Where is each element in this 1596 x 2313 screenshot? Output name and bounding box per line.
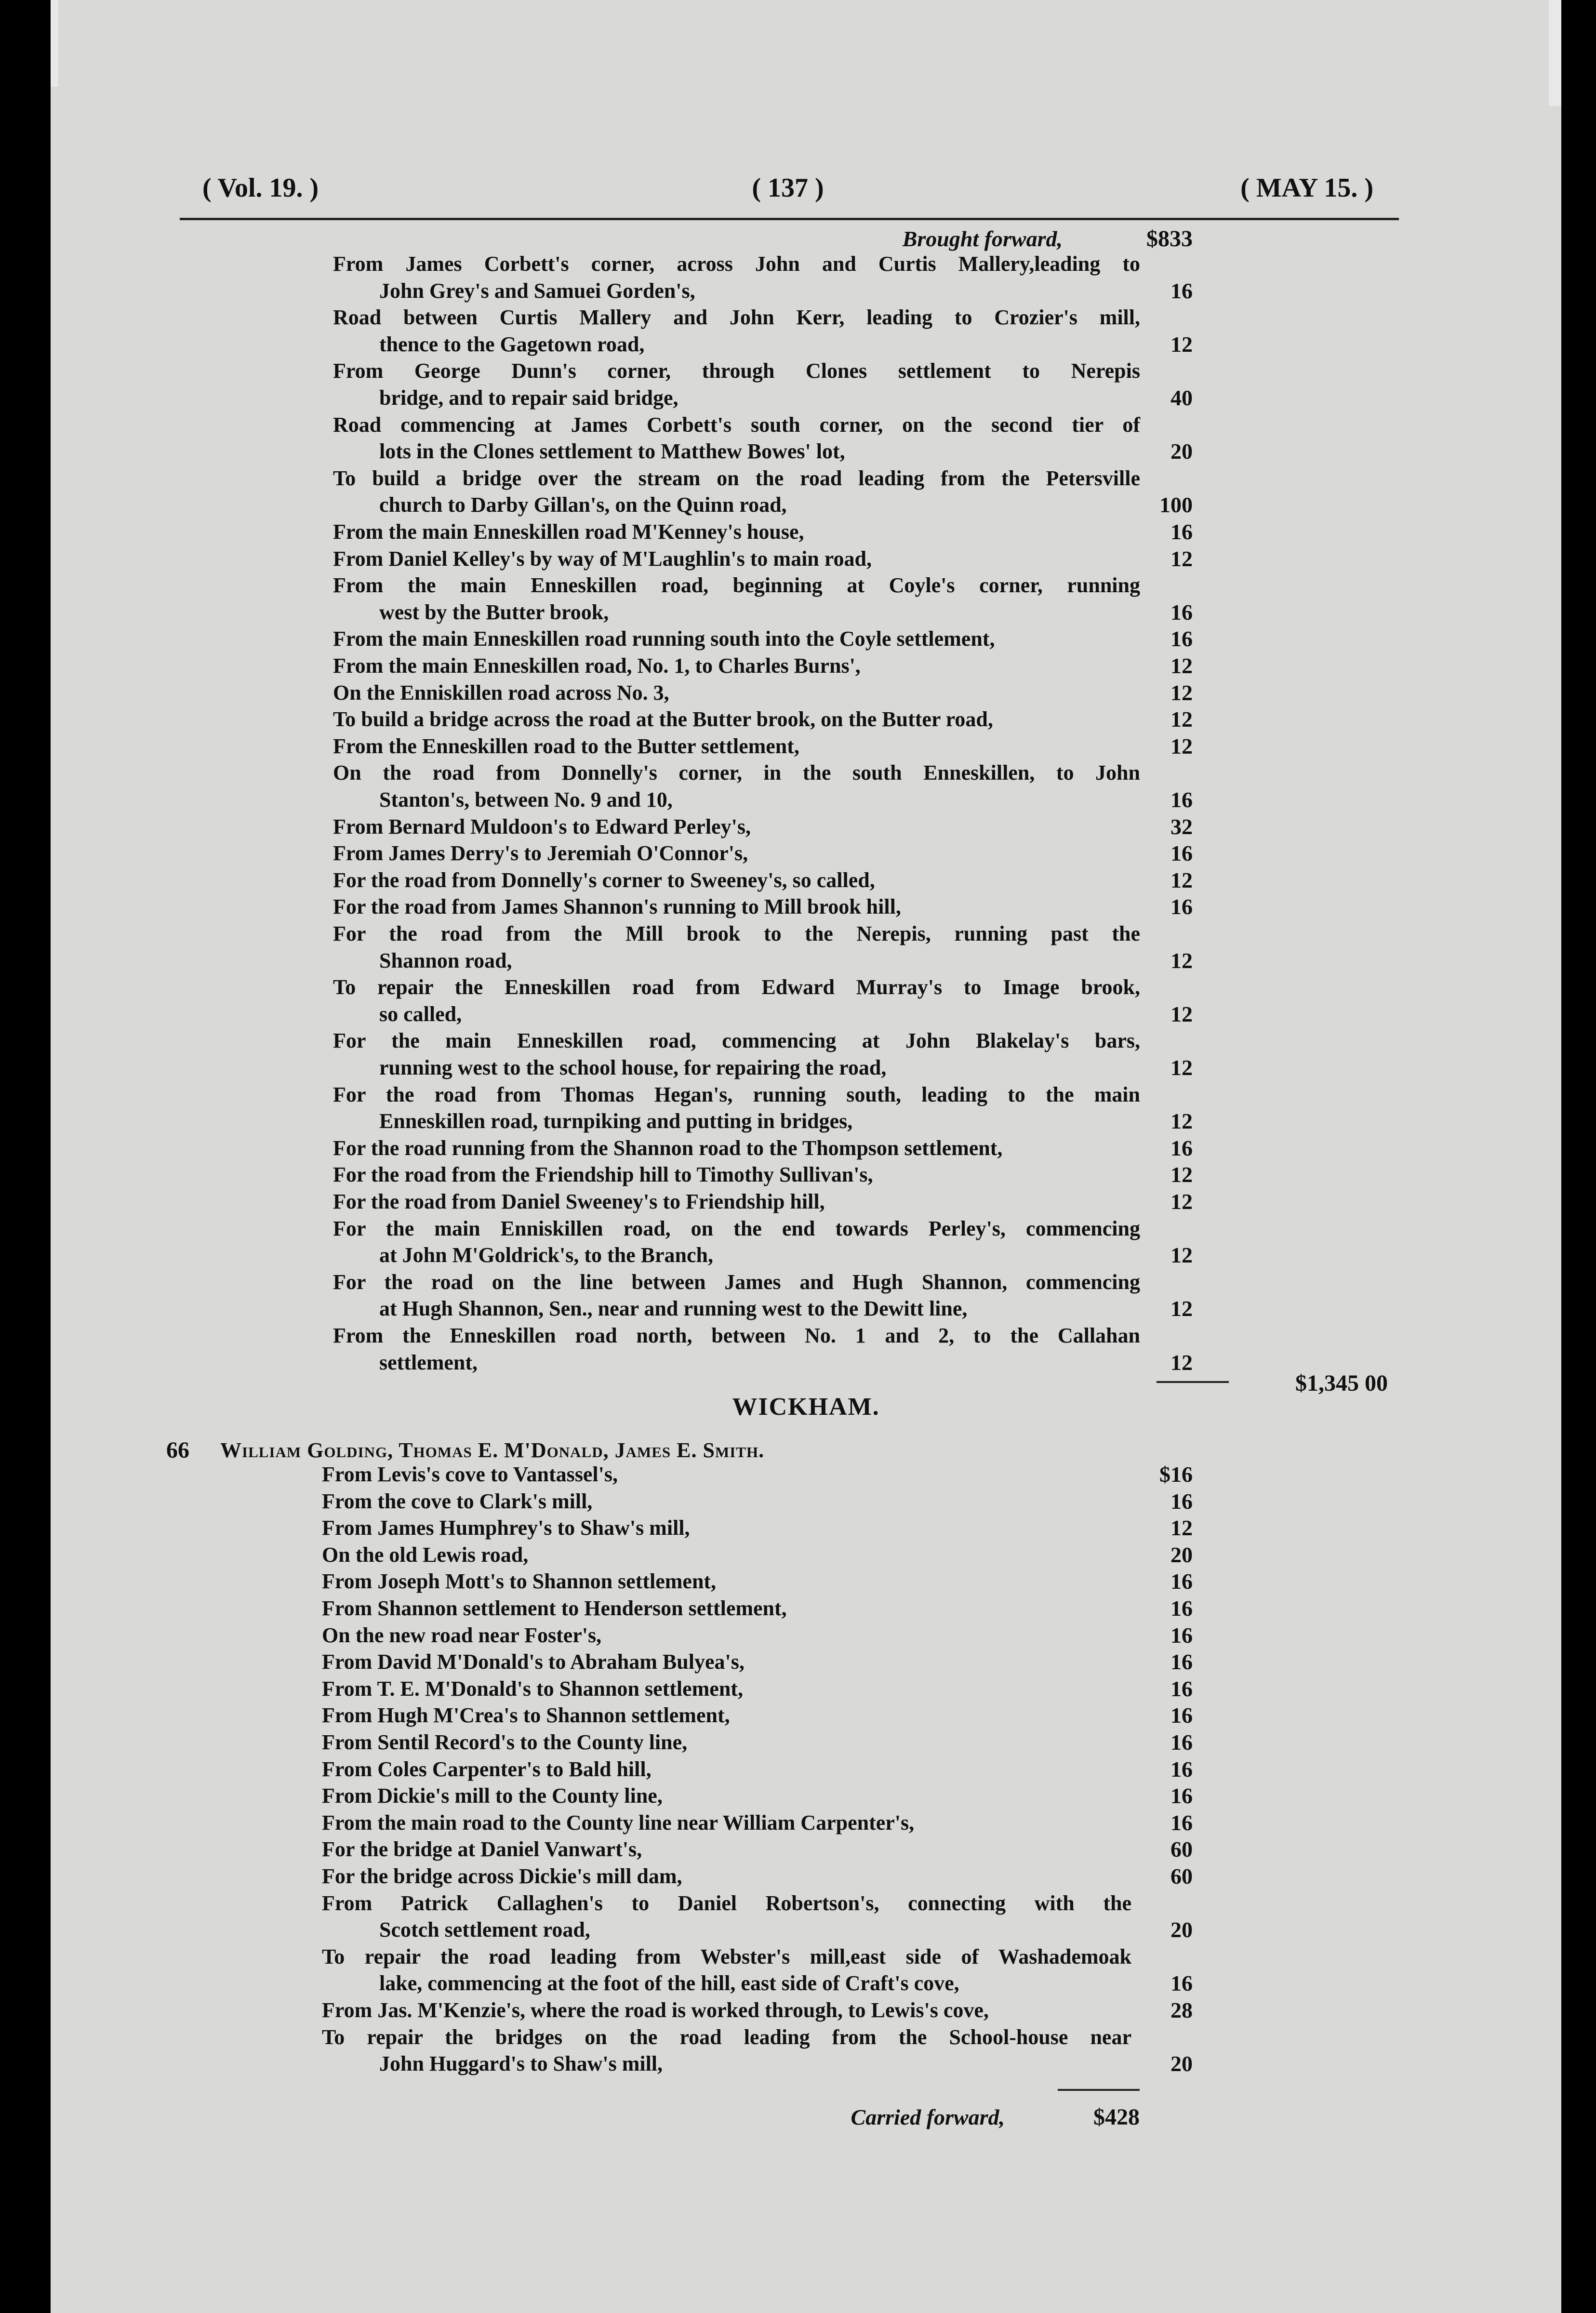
item-amount: 100 (1159, 492, 1193, 518)
item-amount: 32 (1170, 814, 1193, 839)
item-text: From Joseph Mott's to Shannon settlement, (322, 1569, 717, 1594)
item-text: For the road from the Mill brook to the Nerepis, running past the (333, 922, 1140, 945)
item-text: thence to the Gagetown road, (379, 332, 645, 356)
item-amount (1111, 1082, 1193, 1107)
item-text: John Grey's and Samuei Gorden's, (379, 279, 695, 303)
item-amount: 16 (1170, 278, 1193, 303)
item-text: From Hugh M'Crea's to Shannon settlement, (322, 1703, 730, 1728)
item-amount (1111, 1270, 1193, 1294)
running-head (202, 173, 1373, 211)
item-amount: 12 (1170, 867, 1193, 892)
brought-forward-amount: $833 (1146, 226, 1193, 252)
item-text: From James Humphrey's to Shaw's mill, (322, 1516, 690, 1540)
item-text: John Huggard's to Shaw's mill, (379, 2052, 663, 2076)
item-text: Scotch settlement road, (379, 1918, 590, 1942)
item-amount: 16 (1170, 787, 1193, 812)
item-text: bridge, and to repair said bridge, (379, 386, 678, 410)
item-text: From Bernard Muldoon's to Edward Perley's, (333, 814, 751, 838)
item-text: From David M'Donald's to Abraham Bulyea's, (322, 1650, 745, 1674)
volume-label: ( Vol. 19. ) (202, 173, 319, 203)
item-text: From the Enneskillen road north, between No. 1 and 2, to the Callahan (333, 1324, 1140, 1347)
item-amount: 16 (1170, 1489, 1193, 1514)
item-text: From the main road to the County line near William Carpenter's, (322, 1810, 915, 1834)
item-text: For the bridge across Dickie's mill dam, (322, 1864, 682, 1888)
item-amount: 16 (1170, 599, 1193, 625)
item-amount: 16 (1170, 1622, 1193, 1648)
item-amount: 12 (1170, 1350, 1193, 1375)
item-amount (1111, 412, 1193, 437)
item-amount: 12 (1170, 1296, 1193, 1321)
item-text: On the road from Donnelly's corner, in the south Enneskillen, to John (333, 761, 1140, 785)
item-amount: 16 (1170, 1756, 1193, 1781)
item-text: For the road from Daniel Sweeney's to Friendship hill, (333, 1190, 825, 1213)
commissioner-names: William Golding, Thomas E. M'Donald, James E. Smith. (220, 1438, 765, 1462)
item-text: For the bridge at Daniel Vanwart's, (322, 1837, 642, 1861)
item-text: Enneskillen road, turnpiking and putting in bridges, (379, 1109, 853, 1133)
item-amount: 12 (1170, 1515, 1193, 1541)
item-text: For the road running from the Shannon road to the Thompson settlement, (333, 1136, 1003, 1160)
page-edge-left (51, 0, 58, 87)
item-amount: 16 (1170, 626, 1193, 651)
page-number: ( 137 ) (752, 173, 824, 203)
item-text: For the road from the Friendship hill to Timothy Sullivan's, (333, 1163, 873, 1187)
item-text: Stanton's, between No. 9 and 10, (379, 788, 673, 811)
item-text: To build a bridge across the road at the Butter brook, on the Butter road, (333, 707, 993, 731)
item-text: church to Darby Gillan's, on the Quinn road, (379, 493, 787, 517)
carried-rule (1058, 2089, 1140, 2091)
item-amount: 16 (1170, 519, 1193, 544)
section-title: WICKHAM. (732, 1393, 880, 1421)
item-text: running west to the school house, for repairing the road, (379, 1056, 887, 1079)
item-text: From Levis's cove to Vantassel's, (322, 1462, 618, 1486)
item-amount: 16 (1170, 1730, 1193, 1755)
item-text: To build a bridge over the stream on the road leading from the Petersville (333, 466, 1140, 490)
item-text: From the main Enneskillen road running south into the Coyle settlement, (333, 627, 995, 651)
item-text: For the main Enniskillen road, on the end towards Perley's, commencing (333, 1216, 1140, 1240)
item-amount (1111, 975, 1193, 999)
item-amount: 16 (1170, 1596, 1193, 1621)
item-text: at John M'Goldrick's, to the Branch, (379, 1243, 714, 1267)
item-amount: $16 (1159, 1462, 1193, 1487)
item-text: lake, commencing at the foot of the hill, east side of Craft's cove, (379, 1971, 959, 1995)
item-amount: 12 (1170, 733, 1193, 758)
item-text: To repair the Enneskillen road from Edward Murray's to Image brook, (333, 975, 1140, 999)
item-text: On the old Lewis road, (322, 1542, 529, 1567)
item-amount (1111, 1028, 1193, 1053)
item-amount: 40 (1170, 386, 1193, 410)
page-edge-right (1549, 0, 1561, 106)
item-text: settlement, (379, 1350, 478, 1374)
item-amount (1111, 1323, 1193, 1348)
carried-forward-amount: $428 (1093, 2104, 1140, 2130)
item-amount: 12 (1170, 1189, 1193, 1214)
item-text: For the road on the line between James and Hugh Shannon, commencing (333, 1270, 1140, 1294)
item-amount: 16 (1170, 1703, 1193, 1728)
item-text: From the cove to Clark's mill, (322, 1489, 593, 1513)
item-text: From Coles Carpenter's to Bald hill, (322, 1757, 652, 1781)
item-text: From Daniel Kelley's by way of M'Laughlin's to main road, (333, 546, 872, 571)
item-text: Shannon road, (379, 948, 512, 972)
item-amount: 12 (1170, 948, 1193, 973)
item-amount: 12 (1170, 1243, 1193, 1268)
item-amount: 16 (1170, 1649, 1193, 1675)
item-text: From Shannon settlement to Henderson settlement, (322, 1596, 787, 1620)
item-amount: 60 (1170, 1837, 1193, 1862)
item-amount: 16 (1170, 1783, 1193, 1808)
carried-forward-label: Carried forward, (851, 2105, 1005, 2129)
item-amount: 16 (1170, 1569, 1193, 1594)
document-page (51, 0, 1561, 2313)
total-dash (1157, 1381, 1229, 1383)
item-text: at Hugh Shannon, Sen., near and running west to the Dewitt line, (379, 1297, 968, 1321)
item-text: To repair the road leading from Webster's mill,east side of Washademoak (322, 1944, 1131, 1968)
item-text: From James Corbett's corner, across John and Curtis Mallery,leading to (333, 252, 1140, 276)
item-amount: 12 (1170, 707, 1193, 732)
item-amount: 20 (1170, 1542, 1193, 1567)
item-amount: 16 (1170, 1971, 1193, 1996)
item-amount (1111, 573, 1193, 598)
item-amount: 28 (1170, 1998, 1193, 2022)
parish-total: $1,345 00 (1295, 1370, 1388, 1396)
item-text: west by the Butter brook, (379, 600, 609, 624)
item-amount (1111, 1216, 1193, 1241)
item-text: From Sentil Record's to the County line, (322, 1730, 688, 1754)
brought-forward-label: Brought forward, (902, 226, 1063, 251)
item-amount: 60 (1170, 1864, 1193, 1888)
item-text: From the main Enneskillen road, No. 1, to Charles Burns', (333, 654, 861, 678)
item-text: From George Dunn's corner, through Clones settlement to Nerepis (333, 359, 1140, 383)
item-amount (1111, 305, 1193, 330)
item-text: so called, (379, 1002, 462, 1026)
item-text: From the main Enneskillen road, beginning at Coyle's corner, running (333, 573, 1140, 598)
item-text: For the main Enneskillen road, commencing at John Blakelay's bars, (333, 1029, 1140, 1053)
item-amount: 12 (1170, 1055, 1193, 1080)
commissioner-number: 66 (166, 1437, 189, 1463)
item-amount: 16 (1170, 1676, 1193, 1701)
item-text: From the Enneskillen road to the Butter settlement, (333, 734, 799, 758)
item-text: On the Enniskillen road across No. 3, (333, 680, 669, 705)
item-amount: 12 (1170, 546, 1193, 571)
item-amount: 16 (1170, 894, 1193, 919)
item-text: For the road from Thomas Hegan's, running south, leading to the main (333, 1082, 1140, 1106)
item-amount (1111, 466, 1193, 491)
item-text: lots in the Clones settlement to Matthew Bowes' lot, (379, 439, 845, 464)
item-text: From James Derry's to Jeremiah O'Connor's, (333, 841, 748, 865)
item-amount: 12 (1170, 1001, 1193, 1026)
item-amount: 16 (1170, 1810, 1193, 1835)
item-amount: 16 (1170, 1135, 1193, 1160)
item-amount: 12 (1170, 1162, 1193, 1187)
header-rule (180, 218, 1399, 220)
item-text: Road between Curtis Mallery and John Kerr, leading to Crozier's mill, (333, 306, 1140, 330)
item-amount: 12 (1170, 653, 1193, 678)
item-text: On the new road near Foster's, (322, 1623, 602, 1647)
date-label: ( MAY 15. ) (1240, 173, 1373, 203)
item-amount (1111, 760, 1193, 785)
item-text: From the main Enneskillen road M'Kenney's house, (333, 520, 804, 544)
item-text: Road commencing at James Corbett's south corner, on the second tier of (333, 412, 1140, 437)
item-amount (1111, 1944, 1193, 1969)
item-amount: 12 (1170, 332, 1193, 357)
item-amount: 20 (1170, 1917, 1193, 1942)
item-amount (1111, 2025, 1193, 2049)
item-text: From Jas. M'Kenzie's, where the road is worked through, to Lewis's cove, (322, 1998, 989, 2022)
item-text: From Patrick Callaghen's to Daniel Robertson's, connecting with the (322, 1891, 1131, 1915)
item-amount: 12 (1170, 680, 1193, 705)
item-text: For the road from Donnelly's corner to Sweeney's, so called, (333, 868, 875, 892)
item-amount (1111, 921, 1193, 946)
item-text: To repair the bridges on the road leading from the School-house near (322, 2025, 1131, 2049)
item-amount: 12 (1170, 1109, 1193, 1134)
item-amount (1111, 1891, 1193, 1915)
item-amount (1111, 252, 1193, 276)
item-text: For the road from James Shannon's running to Mill brook hill, (333, 895, 901, 919)
item-amount: 16 (1170, 841, 1193, 866)
item-amount (1111, 359, 1193, 383)
item-amount: 20 (1170, 2051, 1193, 2076)
item-amount: 20 (1170, 439, 1193, 464)
item-text: From Dickie's mill to the County line, (322, 1784, 663, 1808)
item-text: From T. E. M'Donald's to Shannon settlement, (322, 1676, 743, 1701)
